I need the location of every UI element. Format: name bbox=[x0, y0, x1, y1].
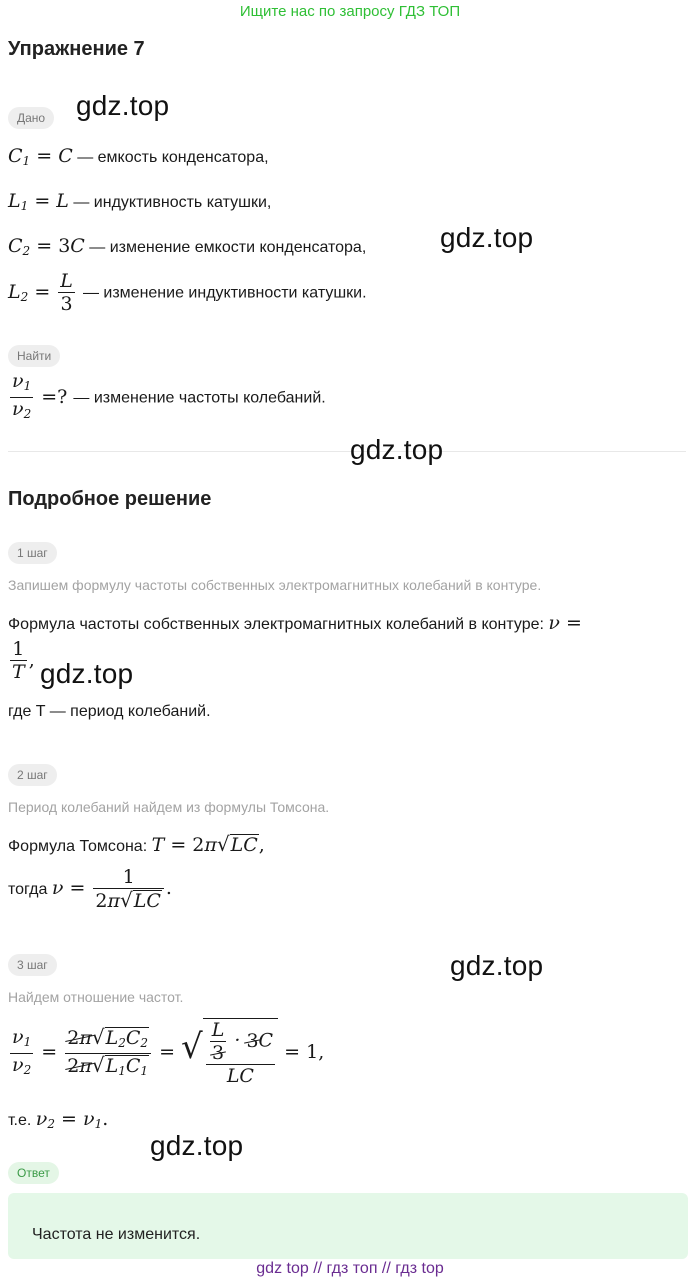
given-item-4: $L_2$ = $\frac{L}{3}$ — изменение индуктивности катушки. bbox=[8, 270, 367, 315]
given-item-2: $L_1 = L$ — индуктивность катушки, bbox=[8, 190, 272, 213]
step1-hint: Запишем формулу частоты собственных электромагнитных колебаний в контуре. bbox=[8, 577, 542, 593]
footer-links[interactable]: gdz top // гдз топ // гдз top bbox=[256, 1260, 444, 1277]
step3-formula: $\frac{\nu_1}{\nu_2}$ = $\frac{2\pi√L_2C_2}{2\pi√L_1C_1}$ = √ $\frac{L}{3}$ · 3C LC = 1, bbox=[12, 1019, 325, 1087]
step2-then-line: тогда ν = $\frac{1}{2\pi√LC}$ . bbox=[8, 866, 172, 912]
step1-chip: 1 шаг bbox=[8, 542, 57, 564]
step2-then: тогда bbox=[8, 881, 48, 898]
step1-text: Формула частоты собственных электромагнитных колебаний в контуре: bbox=[8, 616, 544, 633]
watermark: gdz.top bbox=[76, 90, 170, 121]
step3-ie-line: т.е. $\nu_2 = \nu_1$. bbox=[8, 1108, 109, 1131]
step2-hint: Период колебаний найдем из формулы Томсона. bbox=[8, 799, 330, 815]
given-item-3: $C_2 = 3C$ — изменение емкости конденсатора, bbox=[8, 235, 367, 258]
step2-chip: 2 шаг bbox=[8, 764, 57, 786]
step3-ie: т.е. bbox=[8, 1112, 32, 1129]
watermark: gdz.top bbox=[450, 950, 544, 981]
find-chip: Найти bbox=[8, 345, 60, 367]
page-title: Упражнение 7 bbox=[8, 38, 145, 60]
given-item-2-text: — индуктивность катушки, bbox=[73, 194, 272, 211]
step2-text-line: Формула Томсона: T = 2π√LC, bbox=[8, 832, 265, 856]
step1-formula: $\frac{1}{T}$ , bbox=[12, 638, 35, 683]
find-line: $\frac{\nu_1}{\nu_2}$ =? — изменение частоты колебаний. bbox=[8, 370, 326, 425]
find-text: — изменение частоты колебаний. bbox=[73, 389, 326, 407]
solution-title: Подробное решение bbox=[8, 488, 212, 510]
step3-chip: 3 шаг bbox=[8, 954, 57, 976]
section-divider bbox=[8, 451, 686, 452]
answer-chip: Ответ bbox=[8, 1162, 59, 1184]
step1-text-line: Формула частоты собственных электромагнитных колебаний в контуре: ν = bbox=[8, 612, 582, 634]
step2-text: Формула Томсона: bbox=[8, 838, 148, 855]
watermark: gdz.top bbox=[440, 222, 534, 253]
given-item-4-text: — изменение индуктивности катушки. bbox=[82, 284, 367, 302]
given-item-1: $C_1 = C$ — емкость конденсатора, bbox=[8, 145, 269, 168]
given-item-3-text: — изменение емкости конденсатора, bbox=[89, 239, 367, 256]
watermark: gdz.top bbox=[350, 434, 444, 465]
given-item-1-text: — емкость конденсатора, bbox=[77, 149, 269, 166]
step1-after: где T — период колебаний. bbox=[8, 703, 211, 720]
step3-hint: Найдем отношение частот. bbox=[8, 989, 184, 1005]
watermark: gdz.top bbox=[150, 1130, 244, 1161]
given-chip: Дано bbox=[8, 107, 54, 129]
answer-text: Частота не изменится. bbox=[32, 1226, 201, 1243]
promo-banner: Ищите нас по запросу ГДЗ ТОП bbox=[239, 3, 461, 20]
watermark: gdz.top bbox=[40, 658, 134, 689]
